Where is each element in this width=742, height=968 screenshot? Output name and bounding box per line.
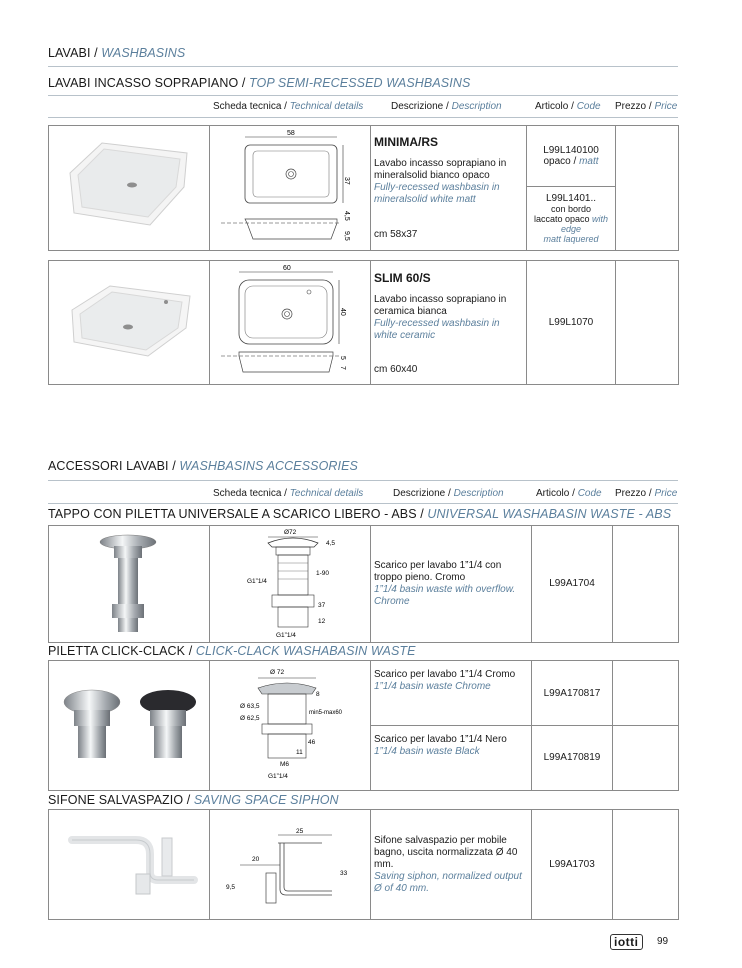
dim-b: 20	[252, 856, 260, 863]
dim-h2: 5	[339, 356, 346, 360]
cell-divider	[370, 125, 371, 250]
cell-divider	[209, 125, 210, 250]
description-click-clack-black: Scarico per lavabo 1”1/4 Nero 1”1/4 basin waste Black	[374, 734, 507, 757]
washbasin-slim-photo	[66, 280, 194, 372]
column-header-desc: Descrizione / Description	[393, 488, 504, 499]
siphon-drawing	[222, 825, 357, 913]
accessory-title-siphon: SIFONE SALVASPAZIO / SAVING SPACE SIPHON	[48, 793, 339, 807]
divider	[48, 95, 678, 96]
description-universal-waste: Scarico per lavabo 1”1/4 con troppo pieno. Cromo 1”1/4 basin waste with overflow. Chrome	[374, 560, 516, 607]
dim-d2: Ø 63,5	[240, 703, 260, 710]
product-name: MINIMA/RS	[374, 135, 438, 149]
dim-e: 12	[318, 618, 326, 625]
dim-c: 37	[318, 602, 326, 609]
cell-divider	[526, 186, 616, 187]
dim-g: G1”1/4	[268, 773, 288, 780]
dim-e: 11	[296, 749, 303, 756]
description-slim: SLIM 60/S Lavabo incasso soprapiano in ceramica bianca Fully-recessed washbasin in white ceramic	[374, 270, 524, 342]
column-header-code: Articolo / Code	[535, 101, 601, 112]
size-slim: cm 60x40	[374, 364, 418, 375]
column-header-desc: Descrizione / Description	[391, 101, 502, 112]
divider	[48, 117, 678, 118]
dim-a: 25	[296, 828, 304, 835]
cell-divider	[612, 809, 613, 919]
accessory-title-click-clack: PILETTA CLICK-CLACK / CLICK-CLACK WASHABASIN WASTE	[48, 644, 416, 658]
dim-m: M6	[280, 761, 290, 768]
code-universal-waste: L99A1704	[549, 578, 595, 589]
column-header-tech: Scheda tecnica / Technical details	[213, 101, 364, 112]
dim-c: 46	[308, 739, 316, 746]
washbasin-minima-photo	[62, 135, 192, 231]
cell-divider	[370, 260, 371, 384]
column-header-price: Prezzo / Price	[615, 488, 678, 499]
universal-waste-drawing	[242, 527, 352, 639]
code-click-clack-chrome: L99A170817	[543, 688, 601, 699]
washbasin-slim-drawing	[215, 262, 365, 380]
column-header-tech: Scheda tecnica / Technical details	[213, 488, 364, 499]
cell-divider	[209, 260, 210, 384]
universal-waste-photo	[98, 532, 162, 636]
divider	[48, 503, 678, 504]
column-header-code: Articolo / Code	[536, 488, 602, 499]
dim-depth: 37	[343, 177, 350, 185]
cell-divider	[370, 525, 371, 642]
click-clack-drawing	[232, 664, 367, 782]
code-click-clack-black: L99A170819	[543, 752, 601, 763]
section-title-washbasins: LAVABI / WASHBASINS	[48, 46, 186, 60]
description-minima: MINIMA/RS Lavabo incasso soprapiano in mineralsolid bianco opaco Fully-recessed washbasin in mineralsolid white matt	[374, 134, 524, 206]
dim-a: 8	[316, 691, 320, 698]
dim-h1: 7	[339, 366, 346, 370]
siphon-photo	[66, 826, 206, 904]
dim-d1: Ø 72	[270, 669, 285, 676]
dim-c: 33	[340, 870, 348, 877]
brand-logo: iotti	[610, 934, 643, 950]
dim-diameter: Ø72	[284, 529, 297, 536]
code-minima-edge: L99L1401.. con bordo laccato opaco with edge matt laquered	[533, 193, 609, 244]
section-title-accessories: ACCESSORI LAVABI / WASHBASINS ACCESSORIES	[48, 459, 358, 473]
code-siphon: L99A1703	[549, 859, 595, 870]
dim-a: 4,5	[326, 540, 336, 547]
code-slim: L99L1070	[548, 317, 594, 328]
dim-d3: Ø 62,5	[240, 715, 260, 722]
dim-b: min5-max60	[309, 710, 343, 716]
cell-divider	[612, 525, 613, 642]
divider	[48, 480, 678, 481]
cell-divider	[209, 809, 210, 919]
column-header-price: Prezzo / Price	[615, 101, 678, 112]
washbasin-minima-drawing	[215, 127, 365, 247]
click-clack-photo	[60, 688, 200, 766]
cell-divider	[615, 125, 616, 250]
cell-divider	[370, 725, 678, 726]
size-minima: cm 58x37	[374, 229, 418, 240]
dim-width: 60	[283, 265, 291, 272]
description-siphon: Sifone salvaspazio per mobile bagno, uscita normalizzata Ø 40 mm. Saving siphon, normalized output Ø of 40 mm.	[374, 835, 522, 894]
dim-h1: 4,5	[343, 211, 350, 221]
dim-depth: 40	[339, 308, 346, 316]
dim-g1: G1”1/4	[247, 578, 267, 585]
description-click-clack-chrome: Scarico per lavabo 1”1/4 Cromo 1”1/4 basin waste Chrome	[374, 669, 516, 692]
cell-divider	[615, 260, 616, 384]
dim-h2: 9,5	[343, 231, 350, 241]
cell-divider	[370, 809, 371, 919]
dim-b: 1-90	[316, 570, 330, 577]
page-number: 99	[657, 936, 669, 947]
dim-g2: G1”1/4	[276, 632, 296, 639]
dim-d: 9,5	[226, 884, 236, 891]
cell-divider	[209, 525, 210, 642]
product-name: SLIM 60/S	[374, 271, 431, 285]
code-minima-matt: L99L140100 opaco / matt	[543, 145, 599, 167]
accessory-title-universal-waste: TAPPO CON PILETTA UNIVERSALE A SCARICO LIBERO - ABS / UNIVERSAL WASHABASIN WASTE - ABS	[48, 507, 672, 521]
dim-width: 58	[287, 130, 295, 137]
section-title-top-semi-recessed: LAVABI INCASSO SOPRAPIANO / TOP SEMI-RECESSED WASHBASINS	[48, 76, 471, 90]
cell-divider	[209, 660, 210, 790]
divider	[48, 66, 678, 67]
